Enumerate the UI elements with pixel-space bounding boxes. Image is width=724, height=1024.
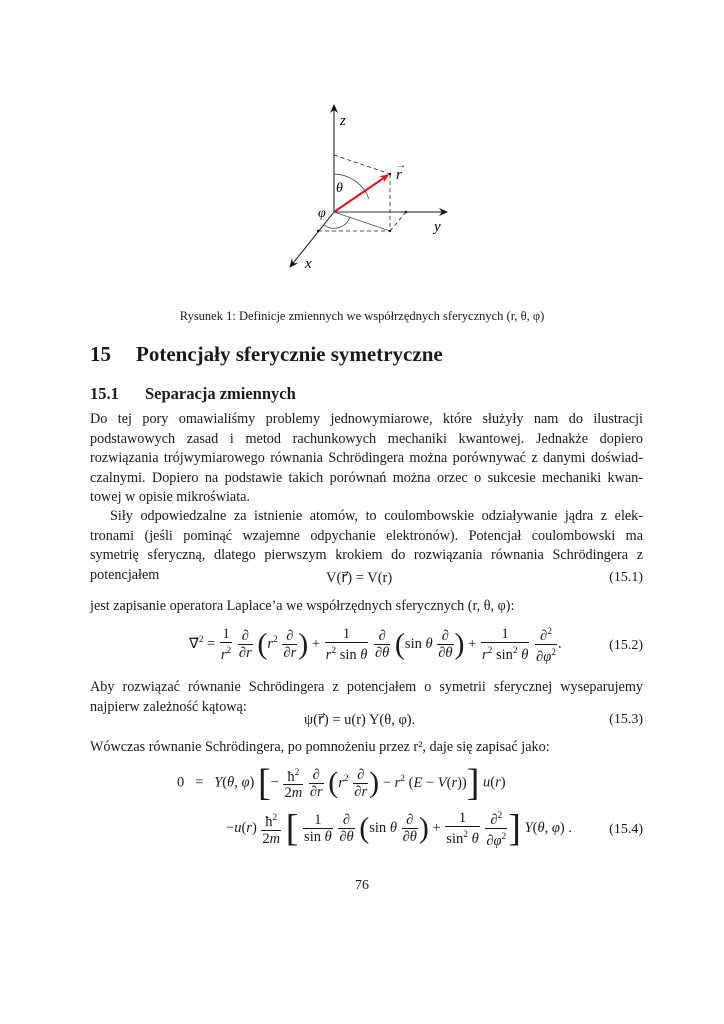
text-line: Aby rozwiązać równanie Schrödingera z potencjałem o symetrii sferycznej wyseparujemy — [90, 679, 643, 695]
subsection-title: Separacja zmiennych — [145, 384, 296, 403]
equation-15-4-line-2 — [90, 808, 643, 854]
dot — [317, 230, 319, 232]
paragraph-1 — [90, 410, 643, 508]
section-heading — [90, 342, 443, 367]
text-line: potencjałem — [90, 566, 160, 583]
projection-line — [334, 212, 390, 231]
dashed-guide — [334, 155, 390, 174]
equation-number: (15.4) — [609, 822, 643, 837]
text-line: rozwiązania trójwymiarowego równania Schrödingera można porównywać z danymi doświad- — [90, 450, 643, 466]
spherical-coordinates-figure — [270, 95, 460, 275]
text-after-eq1 — [90, 597, 643, 617]
text-line: tronami (jeśli pominąć wzajemne odpychanie elektronów). Potencjał coulombowski ma — [90, 527, 643, 544]
equation-body: 0 = Y(θ, φ) [− $\frac{ħ^2}{2m}$ $\frac{\partial}{\partial r}$ ($r^2$ $\frac{\partial}{\partial r}$ ) − $r^2$ (E − V(r))] u(r) — [177, 762, 506, 804]
label-r: r — [396, 167, 402, 183]
equation-body: −u(r) $\frac{ħ^2}{2m}$ [ $\frac{1}{\text{sin θ}}$ $\frac{\partial}{\partial\theta}$ (sin θ $\frac{\partial}{\partial\theta}$ ) + $\frac{1}{\sin^2 \theta}$ $\frac{\partial^2}{\partial\varphi^2}$ ] Y(θ, φ) . — [226, 807, 572, 850]
text-line: Siły odpowiedzalne za istnienie atomów, to coulombowskie odziaływanie jądra z elek- — [110, 508, 643, 524]
x-axis — [290, 212, 334, 267]
text-line: najpierw zależność kątową: — [90, 698, 247, 715]
section-number: 15 — [90, 342, 111, 366]
label-z: z — [340, 113, 346, 129]
text-line: jest zapisanie operatora Laplace’a we współrzędnych sferycznych (r, θ, φ): — [90, 598, 515, 614]
equation-body: V(r⃗) = V(r) — [326, 570, 393, 586]
equation-15-1 — [90, 570, 643, 590]
text-line: podstawowych zasad i metod rachunkowych mechaniki kwantowej. Jednakże dopiero — [90, 430, 643, 447]
label-r-arrow: → — [396, 160, 406, 171]
text-line: symetrię sferyczną, dlatego pierwszym krokiem do rozwiązania równania Schrödingera z — [90, 547, 643, 563]
equation-15-2 — [90, 624, 643, 670]
label-theta: θ — [336, 181, 343, 196]
phi-arc — [324, 217, 350, 228]
equation-number: (15.3) — [609, 712, 643, 727]
subsection-heading — [90, 384, 296, 404]
text-after-eq3 — [90, 738, 643, 758]
section-title: Potencjały sferycznie symetryczne — [136, 342, 443, 366]
dot — [389, 173, 391, 175]
figure-caption: Rysunek 1: Definicje zmiennych we współrzędnych sferycznych (r, θ, φ) — [179, 309, 545, 323]
equation-number: (15.1) — [609, 570, 643, 585]
text-line: Do tej pory omawialiśmy problemy jednowymiarowe, które służyły nam do ilustracji — [90, 411, 643, 427]
label-phi: φ — [318, 206, 326, 221]
text-line: towej w opisie mikroświata. — [90, 489, 250, 505]
subsection-number: 15.1 — [90, 384, 119, 403]
dot — [389, 230, 391, 232]
page-number: 76 — [355, 878, 369, 893]
equation-15-4-line-1 — [90, 764, 643, 810]
dashed-guide — [390, 212, 406, 231]
equation-15-3 — [90, 712, 643, 732]
equation-body: ∇⃗$^2$ = $\frac{1}{r^2}$ $\frac{\partial}{\partial r}$ ($r^2$ $\frac{\partial}{\partial r}$ ) + $\frac{1}{r^2 \sin \theta}$ $\frac{\partial}{\partial\theta}$ (sin θ $\frac{\partial}{\partial\theta}$ ) + $\frac{1}{r^2 \sin^2 \theta}$ $\frac{\partial^2}{\partial\varphi^2}$ . — [189, 625, 562, 665]
dot — [405, 211, 407, 213]
equation-body: ψ(r⃗) = u(r) Y(θ, φ). — [304, 712, 416, 728]
label-y: y — [434, 219, 441, 235]
equation-number: (15.2) — [609, 638, 643, 653]
text-line: czalnymi. Dopiero na podstawie takich porównań można orzec o sukcesie mechaniki kwan- — [90, 469, 643, 486]
label-x: x — [305, 256, 312, 272]
text-line: Wówczas równanie Schrödingera, po pomnożeniu przez r², daje się zapisać jako: — [90, 739, 550, 755]
